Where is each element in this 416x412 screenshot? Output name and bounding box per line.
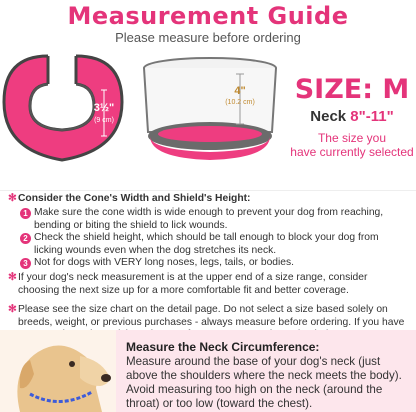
height-metric: (10.2 cm): [225, 99, 255, 106]
instructions-heading-row: [8, 193, 408, 205]
size-note: [290, 131, 414, 159]
width-label: 3½": [93, 102, 115, 114]
divider: [0, 190, 416, 191]
number-2-icon: 2: [20, 233, 31, 244]
width-metric: (9 cm): [94, 117, 114, 124]
asterisk-icon: ✻: [8, 272, 17, 284]
note-2: Please see the size chart on the detail page. Do not select a size based solely on breeds, weight, or previous purchases - always measure before ordering. If you have: [18, 304, 405, 328]
instruction-item-3: Not for dogs with VERY long noses, legs, tails, or bodies.: [34, 257, 295, 269]
size-info: [290, 74, 414, 159]
size-note-line2: have currently selected: [290, 145, 414, 159]
measure-title: Measure the Neck Circumference:: [126, 340, 320, 354]
note-1: If your dog's neck measurement is at the upper end of a size range, consider choosing the next size up for a more comfortable fit and better coverage.: [18, 272, 368, 296]
neck-range: [290, 108, 414, 125]
instructions: [8, 193, 408, 343]
page-subtitle: Please measure before ordering: [115, 30, 301, 45]
note-row: [8, 272, 408, 297]
height-label: 4": [234, 85, 246, 97]
cone-top-view: [4, 54, 122, 160]
measure-text: Measure around the base of your dog's neck (just above the shoulders where the neck meets the body). Avoid measuring too high on the neck (around the throat) or too low (toward the chest).: [126, 355, 402, 410]
asterisk-icon: ✻: [8, 193, 17, 204]
asterisk-icon: ✻: [8, 304, 17, 316]
number-1-icon: 1: [20, 208, 31, 219]
number-3-icon: 3: [20, 258, 31, 269]
cone-side-view: [144, 58, 276, 160]
cone-illustration: [0, 54, 416, 184]
list-item: [20, 207, 408, 232]
neck-range-value: 8"-11": [350, 108, 394, 125]
dog-photo: [0, 330, 116, 412]
neck-prefix: Neck: [310, 108, 351, 125]
list-item: [20, 232, 408, 257]
size-note-line1: The size you: [317, 131, 387, 145]
list-item: [20, 257, 408, 269]
instruction-item-1: Make sure the cone width is wide enough to prevent your dog from reaching, bending or biting the shield to lick wounds.: [34, 207, 384, 231]
instruction-item-2: Check the shield height, which should be tall enough to block your dog from licking wounds even when the dog stretches its neck.: [34, 232, 379, 256]
page-title: Measurement Guide: [67, 2, 349, 30]
size-label: SIZE: M: [294, 74, 410, 105]
measure-panel: [0, 330, 416, 412]
instructions-heading: Consider the Cone's Width and Shield's Height:: [18, 193, 251, 204]
